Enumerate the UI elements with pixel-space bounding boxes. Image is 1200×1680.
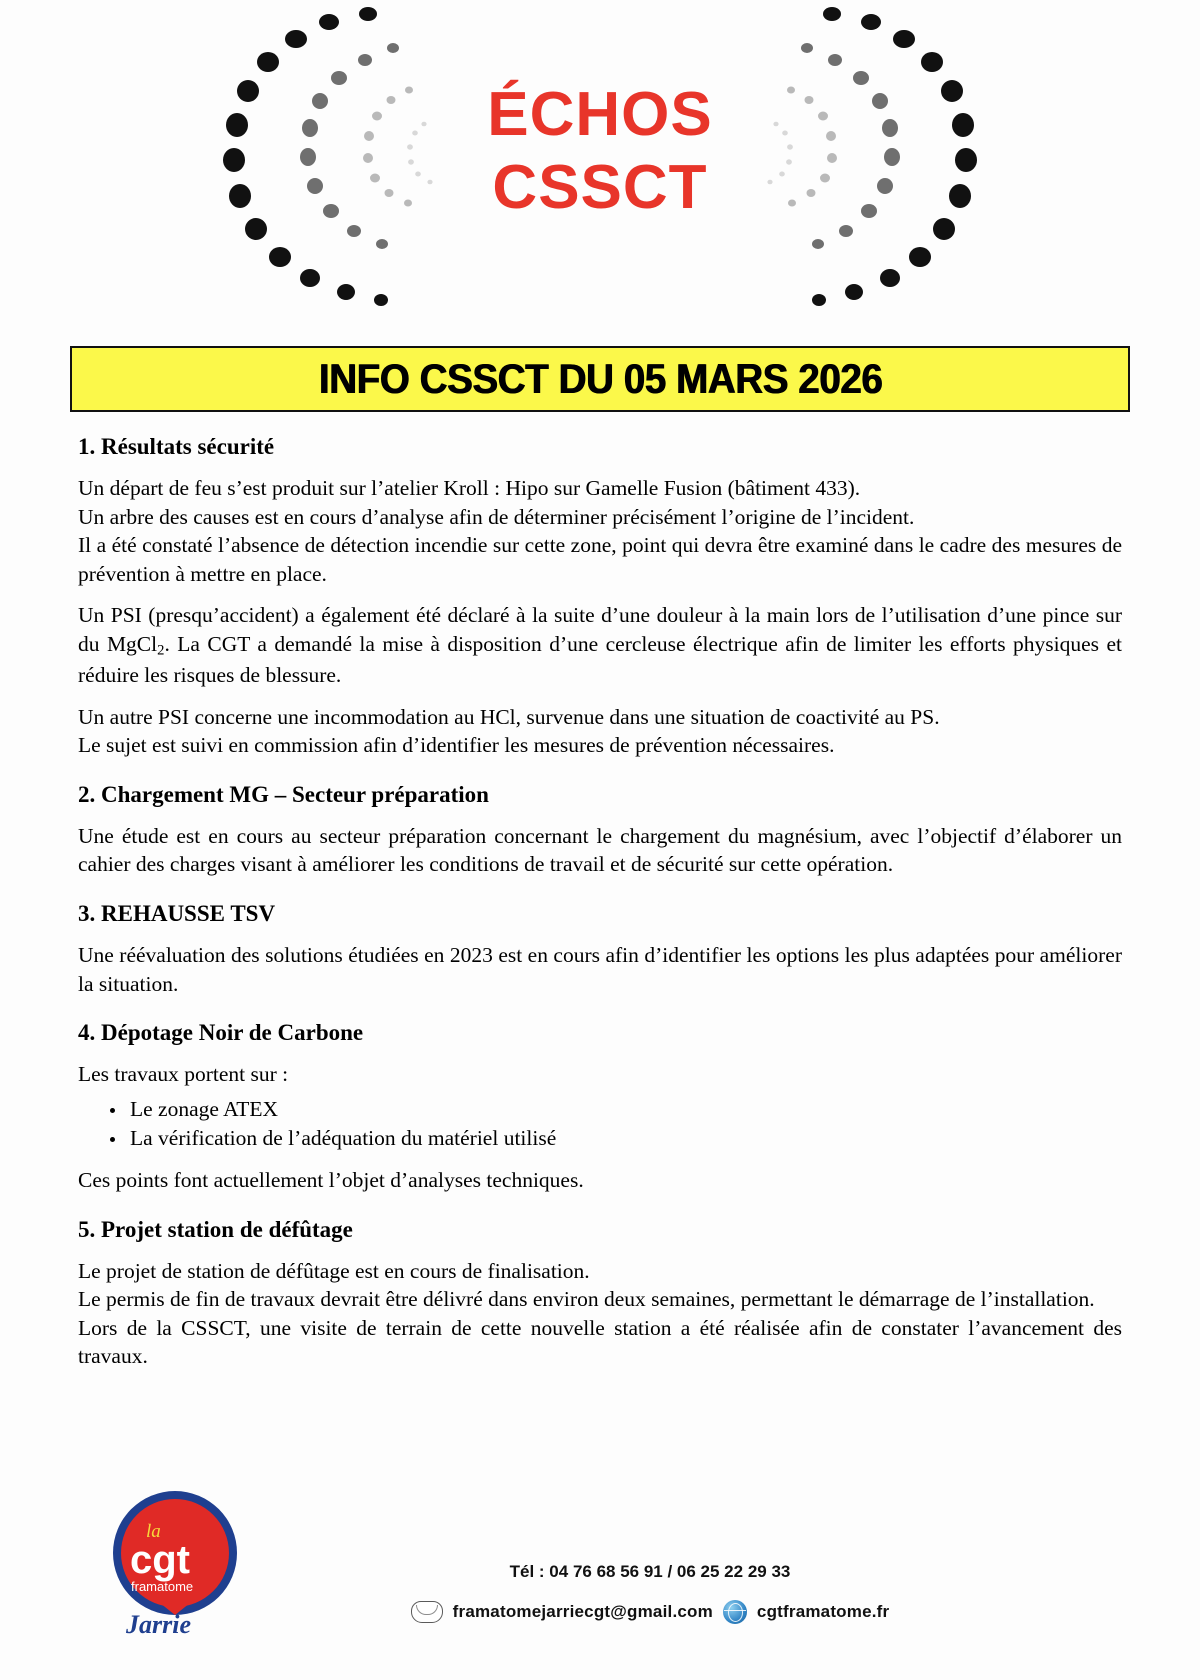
bullet-list bbox=[78, 1095, 1122, 1154]
paragraph: Lors de la CSSCT, une visite de terrain de cette nouvelle station a été réalisée afin de constater l’avancement des travaux. bbox=[78, 1315, 1122, 1369]
section-heading: 1. Résultats sécurité bbox=[78, 434, 275, 459]
paragraph: Un PSI (presqu’accident) a également été déclaré à la suite d’une douleur à la main lors de l’utilisation d’une pince sur du MgCl$_2$. La CGT a demandé la mise à disposition d’une cercleuse électrique afin de limiter les efforts physiques et réduire les risques de blessure. bbox=[78, 603, 1122, 688]
footer-links bbox=[330, 1600, 970, 1624]
section-resultats-securite bbox=[78, 434, 1122, 760]
footer-email[interactable]: framatomejarriecgt@gmail.com bbox=[452, 1602, 713, 1621]
mail-icon bbox=[411, 1601, 443, 1623]
paragraph: Ces points font actuellement l’objet d’analyses techniques. bbox=[78, 1168, 584, 1193]
title-line-1: ÉCHOS bbox=[487, 80, 713, 149]
paragraph: Un départ de feu s’est produit sur l’atelier Kroll : Hipo sur Gamelle Fusion (bâtiment 433). bbox=[78, 476, 861, 500]
footer-contact bbox=[330, 1562, 970, 1624]
paragraph: Les travaux portent sur : bbox=[78, 1062, 289, 1087]
document-header bbox=[0, 0, 1200, 330]
globe-icon bbox=[723, 1600, 747, 1624]
svg-text:Jarrie: Jarrie bbox=[126, 1610, 191, 1639]
document-title bbox=[0, 78, 1200, 224]
svg-text:la: la bbox=[146, 1521, 161, 1542]
svg-text:framatome: framatome bbox=[131, 1579, 194, 1594]
paragraph: Le projet de station de défûtage est en cours de finalisation. bbox=[78, 1258, 590, 1283]
section-projet-station-defutage bbox=[78, 1217, 1122, 1371]
section-heading: 4. Dépotage Noir de Carbone bbox=[78, 1020, 364, 1046]
paragraph: Il a été constaté l’absence de détection incendie sur cette zone, point qui devra être examiné dans le cadre des mesures de prévention à mettre en place. bbox=[78, 533, 1122, 586]
svg-text:cgt: cgt bbox=[130, 1538, 190, 1582]
paragraph: Un arbre des causes est en cours d’analyse afin de déterminer précisément l’origine de l’incident. bbox=[78, 504, 915, 529]
list-item: La vérification de l’adéquation du matériel utilisé bbox=[130, 1124, 1122, 1154]
section-rehausse-tsv bbox=[78, 901, 1122, 998]
cgt-logo bbox=[100, 1481, 250, 1646]
document-body bbox=[78, 434, 1122, 1371]
title-line-2: CSSCT bbox=[492, 153, 708, 223]
section-chargement-mg bbox=[78, 782, 1122, 879]
section-heading: 2. Chargement MG – Secteur préparation bbox=[78, 781, 489, 807]
list-item: Le zonage ATEX bbox=[130, 1095, 1122, 1125]
paragraph: Une réévaluation des solutions étudiées en 2023 est en cours afin d’identifier les options les plus adaptées pour améliorer la situation. bbox=[78, 943, 1122, 996]
info-banner bbox=[70, 346, 1130, 412]
paragraph: Le sujet est suivi en commission afin d’identifier les mesures de prévention nécessaires. bbox=[78, 733, 835, 758]
paragraph: Une étude est en cours au secteur préparation concernant le chargement du magnésium, avec l’objectif d’élaborer un cahier des charges visant à améliorer les conditions de travail et de sécurité sur cette opération. bbox=[78, 823, 1122, 877]
paragraph: Le permis de fin de travaux devrait être délivré dans environ deux semaines, permettant le démarrage de l’installation. bbox=[78, 1287, 1095, 1312]
section-depotage-noir-de-carbone bbox=[78, 1020, 1122, 1195]
document-footer bbox=[0, 1464, 1200, 1654]
section-heading: 3. REHAUSSE TSV bbox=[78, 901, 276, 927]
paragraph: Un autre PSI concerne une incommodation au HCl, survenue dans une situation de coactivité au PS. bbox=[78, 704, 940, 729]
info-banner-text: INFO CSSCT DU 05 MARS 2026 bbox=[318, 355, 882, 402]
footer-phone: Tél : 04 76 68 56 91 / 06 25 22 29 33 bbox=[509, 1562, 791, 1581]
footer-website[interactable]: cgtframatome.fr bbox=[756, 1602, 890, 1621]
section-heading: 5. Projet station de défûtage bbox=[78, 1216, 353, 1242]
